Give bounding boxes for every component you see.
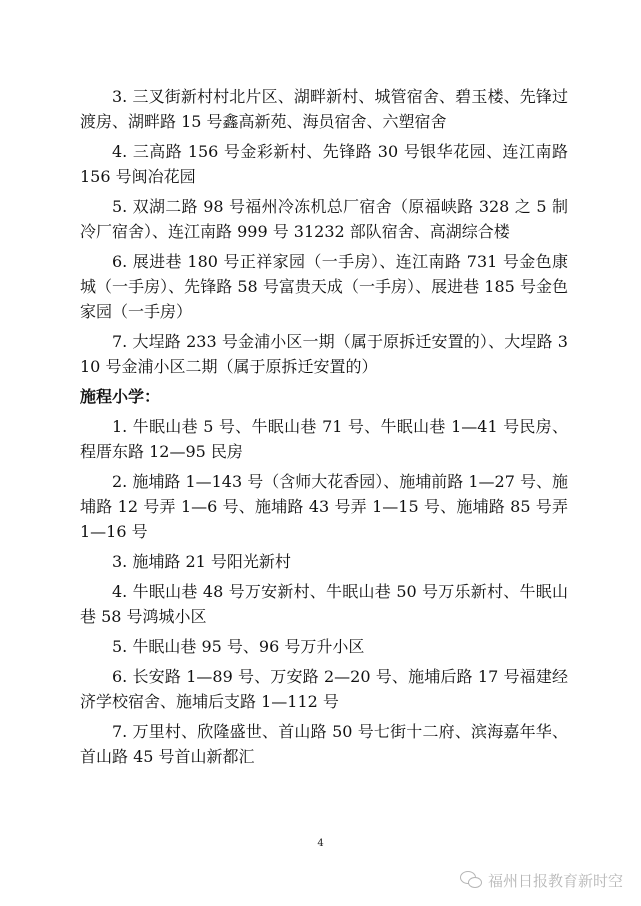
section-heading: 施程小学： bbox=[80, 387, 161, 406]
list-item: 1. 牛眠山巷 5 号、牛眠山巷 71 号、牛眠山巷 1—41 号民房、程厝东路 12—95 民房 bbox=[80, 417, 568, 461]
page-number: 4 bbox=[317, 838, 324, 849]
list-item: 7. 万里村、欣隆盛世、首山路 50 号七街十二府、滨海嘉年华、首山路 45 号首山新都汇 bbox=[80, 722, 568, 766]
list-item: 5. 牛眠山巷 95 号、96 号万升小区 bbox=[112, 637, 365, 656]
list-item: 6. 长安路 1—89 号、万安路 2—20 号、施埔后路 17 号福建经济学校宿舍、施埔后支路 1—112 号 bbox=[80, 667, 568, 711]
list-item: 3. 三叉街新村村北片区、湖畔新村、城管宿舍、碧玉楼、先锋过渡房、湖畔路 15 号鑫高新苑、海员宿舍、六塑宿舍 bbox=[80, 87, 568, 131]
list-item: 5. 双湖二路 98 号福州冷冻机总厂宿舍（原福峡路 328 之 5 制冷厂宿舍）、连江南路 999 号 31232 部队宿舍、高湖综合楼 bbox=[80, 197, 568, 241]
wechat-icon bbox=[460, 871, 482, 889]
list-item: 6. 展进巷 180 号正祥家园（一手房）、连江南路 731 号金色康城（一手房）、先锋路 58 号富贵天成（一手房）、展进巷 185 号金色家园（一手房） bbox=[80, 252, 568, 321]
list-item: 7. 大埕路 233 号金浦小区一期（属于原拆迁安置的）、大埕路 310 号金浦小区二期（属于原拆迁安置的） bbox=[80, 332, 568, 376]
list-item: 2. 施埔路 1—143 号（含师大花香园）、施埔前路 1—27 号、施埔路 12 号弄 1—6 号、施埔路 43 号弄 1—15 号、施埔路 85 号弄 1—16 号 bbox=[80, 472, 568, 541]
watermark-text: 福州日报教育新时空 bbox=[487, 871, 623, 890]
list-item: 3. 施埔路 21 号阳光新村 bbox=[112, 552, 291, 571]
list-item: 4. 牛眠山巷 48 号万安新村、牛眠山巷 50 号万乐新村、牛眠山巷 58 号鸿城小区 bbox=[80, 582, 568, 626]
document-body bbox=[80, 84, 568, 774]
list-item: 4. 三高路 156 号金彩新村、先锋路 30 号银华花园、连江南路 156 号闽冶花园 bbox=[80, 142, 568, 186]
watermark bbox=[460, 868, 623, 892]
